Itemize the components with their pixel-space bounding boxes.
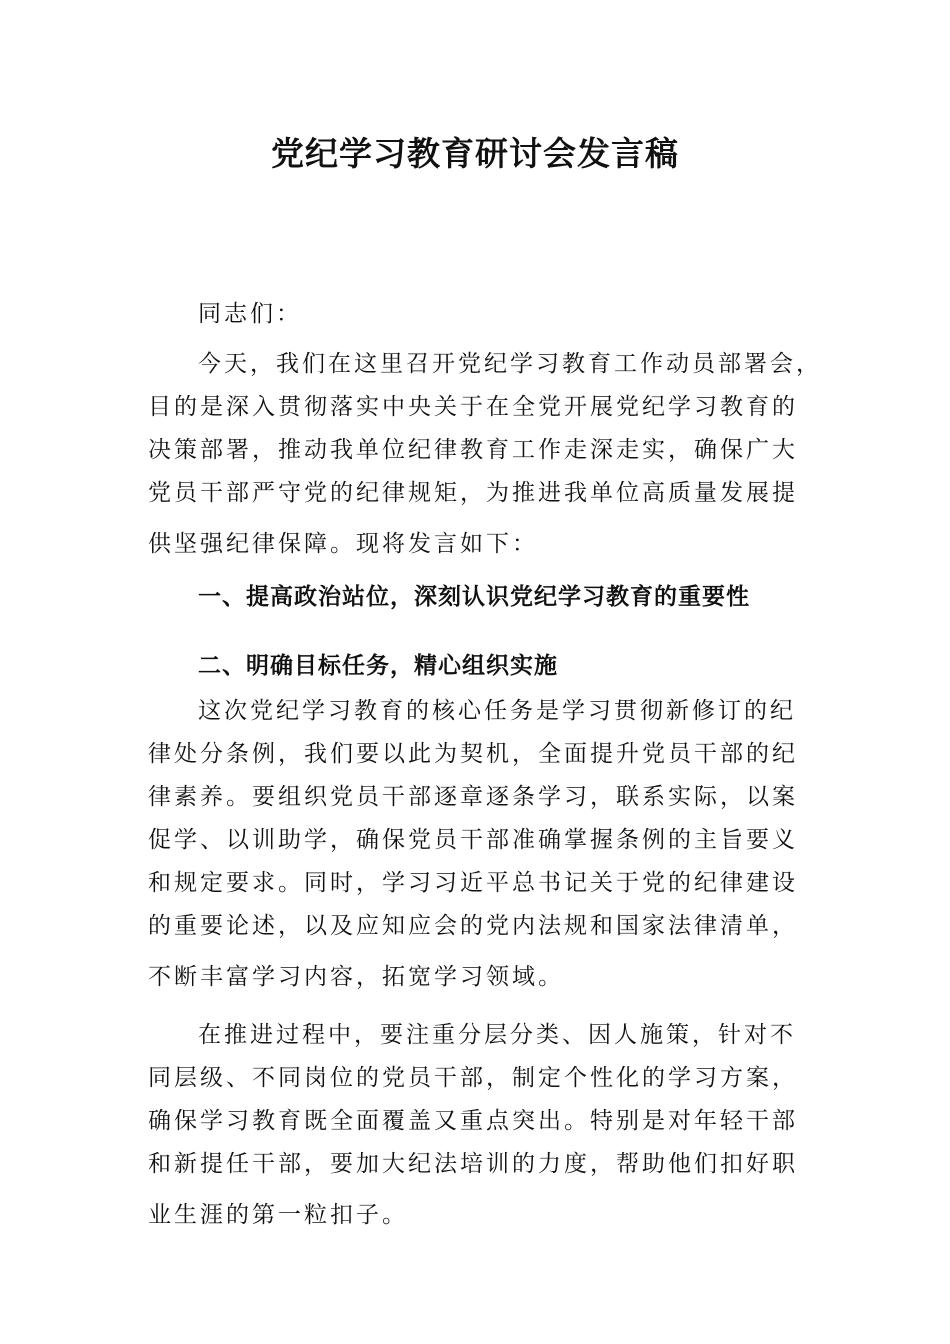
- task-paragraph: [148, 690, 808, 999]
- paragraph-line: 这次党纪学习教育的核心任务是学习贯彻新修订的纪: [198, 698, 796, 724]
- paragraph-line: 今天，我们在这里召开党纪学习教育工作动员部署会，: [198, 351, 822, 377]
- section-heading-1: 一、提高政治站位，深刻认识党纪学习教育的重要性: [198, 584, 750, 610]
- intro-paragraph: [148, 343, 822, 566]
- paragraph-line: 和新提任干部，要加大纪法培训的力度，帮助他们扣好职: [148, 1151, 798, 1177]
- paragraph-line: 决策部署，推动我单位纪律教育工作走深走实，确保广大: [148, 437, 798, 463]
- paragraph-line: 律素养。要组织党员干部逐章逐条学习，联系实际，以案: [148, 784, 798, 810]
- paragraph-line: 供坚强纪律保障。现将发言如下：: [148, 531, 538, 557]
- paragraph-line: 业生涯的第一粒扣子。: [148, 1202, 408, 1228]
- document-title: 党纪学习教育研讨会发言稿: [271, 134, 679, 173]
- paragraph-line: 和规定要求。同时，学习习近平总书记关于党的纪律建设: [148, 870, 798, 896]
- paragraph-line: 在推进过程中，要注重分层分类、因人施策，针对不: [198, 1022, 796, 1048]
- paragraph-line: 同层级、不同岗位的党员干部，制定个性化的学习方案，: [148, 1065, 798, 1091]
- implementation-paragraph: [148, 1014, 808, 1237]
- paragraph-line: 确保学习教育既全面覆盖又重点突出。特别是对年轻干部: [148, 1108, 798, 1134]
- salutation: [148, 293, 808, 336]
- paragraph-line: 不断丰富学习内容，拓宽学习领域。: [148, 964, 564, 990]
- section-heading-2: 二、明确目标任务，精心组织实施: [198, 653, 558, 679]
- paragraph-line: 促学、以训助学，确保党员干部准确掌握条例的主旨要义: [148, 827, 798, 853]
- salutation-text: 同志们：: [198, 301, 302, 327]
- paragraph-line: 律处分条例，我们要以此为契机，全面提升党员干部的纪: [148, 741, 798, 767]
- paragraph-line: 目的是深入贯彻落实中央关于在全党开展党纪学习教育的: [148, 394, 798, 420]
- paragraph-line: 的重要论述，以及应知应会的党内法规和国家法律清单，: [148, 913, 798, 939]
- paragraph-line: 党员干部严守党的纪律规矩，为推进我单位高质量发展提: [148, 480, 798, 506]
